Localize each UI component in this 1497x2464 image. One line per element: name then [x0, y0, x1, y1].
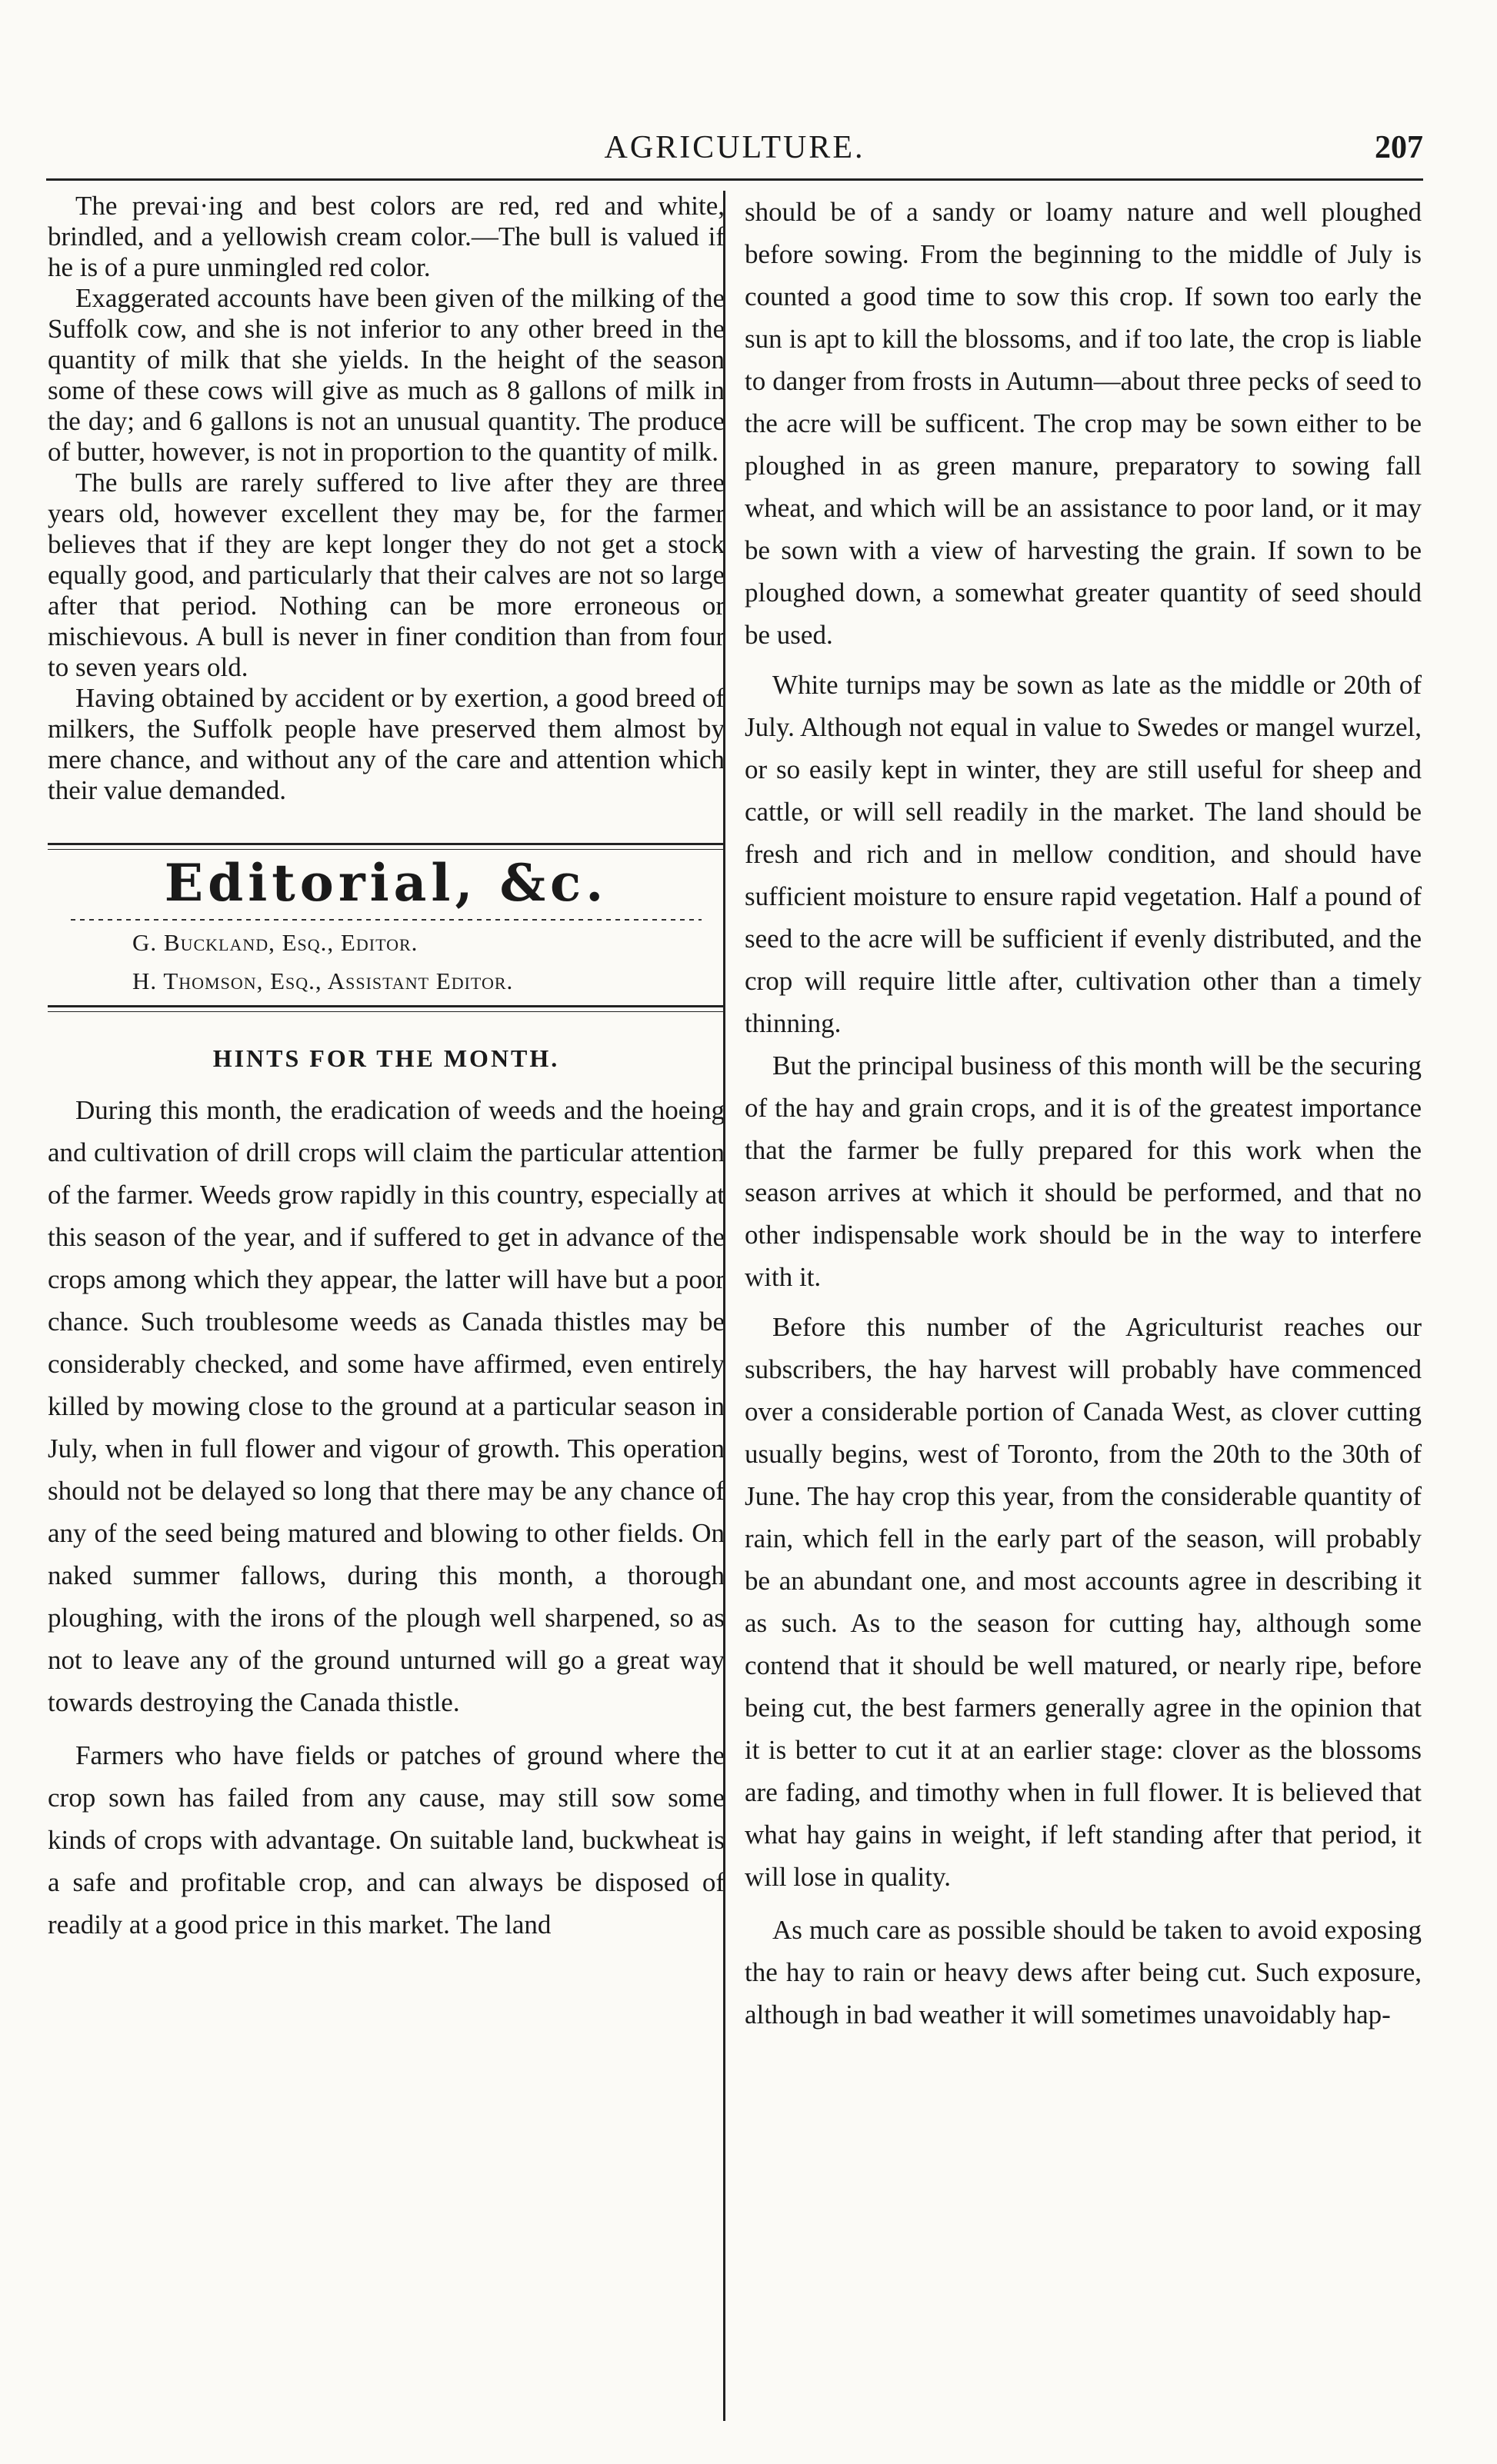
paragraph: The prevai·ing and best colors are red, red and white, brindled, and a yellowish cream color.—The bull is valued if he is of a pure unmingled red color. — [48, 191, 725, 282]
section-divider — [48, 843, 725, 850]
page-number: 207 — [1375, 130, 1423, 165]
paragraph: But the principal business of this month will be the securing of the hay and grain crops, and it is of the greatest importance that the farmer be fully prepared for this work when the season arrives at which it should be performed, and that no other indispensable work should be in the way to interfere with it. — [745, 1051, 1422, 1292]
paragraph: Before this number of the Agriculturist reaches our subscribers, the hay harvest will probably have commenced over a considerable portion of Canada West, as clover cutting usually begins, west of Toronto, from the 20th to the 30th of June. The hay crop this year, from the considerable quantity of rain, which fell in the early part of the season, will probably be an abundant one, and most accounts agree in describing it as such. As to the season for cutting hay, although some contend that it should be well matured, or nearly ripe, before being cut, the best farmers generally agree in the opinion that it is better to cut it at an earlier stage: clover as the blossoms are fading, and timothy when in full flower. It is believed that what hay gains in weight, if left standing after that period, it will lose in quality. — [745, 1312, 1422, 1892]
paragraph: The bulls are rarely suffered to live after they are three years old, however excellent they may be, for the farmer believes that if they are kept longer they do not get a stock equally good, and particularly that their calves are not so large after that period. Nothing can be more erroneous or mischievous. A bull is never in finer condition than from four to seven years old. — [48, 468, 725, 682]
left-column — [48, 191, 725, 2421]
page-header — [46, 129, 1423, 175]
header-rule — [46, 178, 1423, 181]
editor-credit: G. Buckland, Esq., Editor. — [132, 929, 418, 956]
right-column — [745, 191, 1422, 2421]
paragraph: As much care as possible should be taken to avoid exposing the hay to rain or heavy dews after being cut. Such exposure, although in bad weather it will sometimes unavoidably hap- — [745, 1915, 1422, 2029]
paragraph: Farmers who have fields or patches of ground where the crop sown has failed from any cause, may still sow some kinds of crops with advantage. On suitable land, buckwheat is a safe and profitable crop, and can always be disposed of readily at a good price in this market. The land — [48, 1740, 725, 1940]
paragraph: White turnips may be sown as late as the middle or 20th of July. Although not equal in value to Swedes or mangel wurzel, or so easily kept in winter, they are still useful for sheep and cattle, or will sell readily in the market. The land should be fresh and rich and in mellow condition, and should have sufficient moisture to ensure rapid vegetation. Half a pound of seed to the acre will be sufficient if evenly distributed, and the crop will require little after, cultivation other than a timely thinning. — [745, 670, 1422, 1038]
ornamental-rule — [71, 916, 702, 924]
editorial-masthead: Editorial, &c. — [164, 853, 608, 913]
paragraph: During this month, the eradication of weeds and the hoeing and cultivation of drill crops will claim the particular attention of the farmer. Weeds grow rapidly in this country, especially at this season of the year, and if suffered to get in advance of the crops among which they appear, the latter will have but a poor chance. Such troublesome weeds as Canada thistles may be considerably checked, and some have affirmed, even entirely killed by mowing close to the ground at a particular season in July, when in full flower and vigour of growth. This operation should not be delayed so long that there may be any chance of any of the seed being matured and blowing to other fields. On naked summer fallows, during this month, a thorough ploughing, with the irons of the plough well sharpened, so as not to leave any of the ground unturned will go a great way towards destroying the Canada thistle. — [48, 1095, 725, 1717]
assistant-editor-credit: H. Thomson, Esq., Assistant Editor. — [132, 967, 514, 994]
column-divider — [723, 191, 725, 2421]
paragraph: Exaggerated accounts have been given of the milking of the Suffolk cow, and she is not inferior to any other breed in the quantity of milk that she yields. In the height of the season some of these cows will give as much as 8 gallons of milk in the day; and 6 gallons is not an unusual quantity. The produce of butter, however, is not in proportion to the quantity of milk. — [48, 283, 725, 467]
paragraph: should be of a sandy or loamy nature and well ploughed before sowing. From the beginning to the middle of July is counted a good time to sow this crop. If sown too early the sun is apt to kill the blossoms, and if too late, the crop is liable to danger from frosts in Autumn—about three pecks of seed to the acre will be sufficent. The crop may be sown either to be ploughed in as green manure, preparatory to sowing fall wheat, and which will be an assistance to poor land, or it may be sown with a view of harvesting the grain. If sown to be ploughed down, a somewhat greater quantity of seed should be used. — [745, 197, 1422, 650]
running-title: AGRICULTURE. — [604, 130, 865, 165]
section-title: HINTS FOR THE MONTH. — [212, 1044, 560, 1072]
section-divider — [48, 1005, 725, 1012]
paragraph: Having obtained by accident or by exertion, a good breed of milkers, the Suffolk people have preserved them almost by mere chance, and without any of the care and attention which their value demanded. — [48, 683, 725, 805]
